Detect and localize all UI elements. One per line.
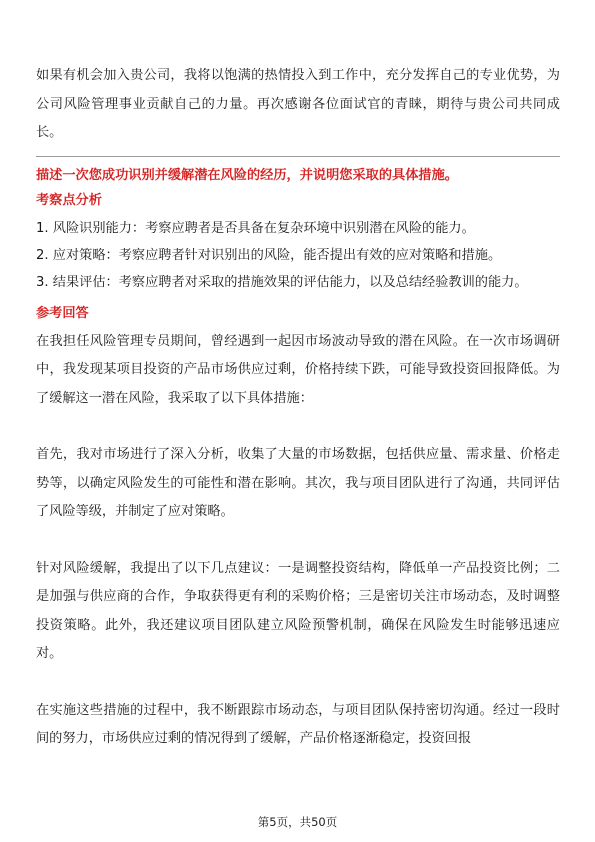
answer-paragraph: 针对风险缓解，我提出了以下几点建议：一是调整投资结构，降低单一产品投资比例；二是加强与供应商的合作，争取获得更有利的采购价格；三是密切关注市场动态，及时调整投资策略。此外，我还建议项目团队建立风险预警机制，确保在风险发生时能够迅速应对。 (36, 560, 560, 661)
answer-title: 参考回答 (36, 305, 89, 321)
section-divider (36, 156, 560, 157)
paragraph-gap (36, 413, 560, 441)
analysis-point: 3. 结果评估：考察应聘者对采取的措施效果的评估能力，以及总结经验教训的能力。 (36, 274, 528, 290)
intro-paragraph: 如果有机会加入贵公司，我将以饱满的热情投入到工作中，充分发挥自己的专业优势，为公司风险管理事业贡献自己的力量。再次感谢各位面试官的青睐，期待与贵公司共同成长。 (36, 68, 560, 140)
page-number: 第5页，共50页 (257, 815, 338, 829)
analysis-title: 考察点分析 (36, 192, 102, 208)
document-page (36, 62, 560, 754)
analysis-points (36, 215, 560, 296)
answer-paragraph: 在实施这些措施的过程中，我不断跟踪市场动态，与项目团队保持密切沟通。经过一段时间的努力，市场供应过剩的情况得到了缓解，产品价格逐渐稳定，投资回报 (36, 702, 560, 746)
answer-paragraph: 在我担任风险管理专员期间，曾经遇到一起因市场波动导致的潜在风险。在一次市场调研中，我发现某项目投资的产品市场供应过剩，价格持续下跌，可能导致投资回报降低。为了缓解这一潜在风险，我采取了以下具体措施： (36, 333, 560, 406)
question-heading: 描述一次您成功识别并缓解潜在风险的经历，并说明您采取的具体措施。 (36, 167, 458, 183)
paragraph-gap (36, 527, 560, 555)
paragraph-gap (36, 669, 560, 697)
analysis-point: 2. 应对策略：考察应聘者针对识别出的风险，能否提出有效的应对策略和措施。 (36, 247, 502, 263)
answer-paragraph: 首先，我对市场进行了深入分析，收集了大量的市场数据，包括供应量、需求量、价格走势等，以确定风险发生的可能性和潜在影响。其次，我与项目团队进行了沟通，共同评估了风险等级，并制定了应对策略。 (36, 447, 560, 519)
analysis-point: 1. 风险识别能力：考察应聘者是否具备在复杂环境中识别潜在风险的能力。 (36, 220, 475, 236)
